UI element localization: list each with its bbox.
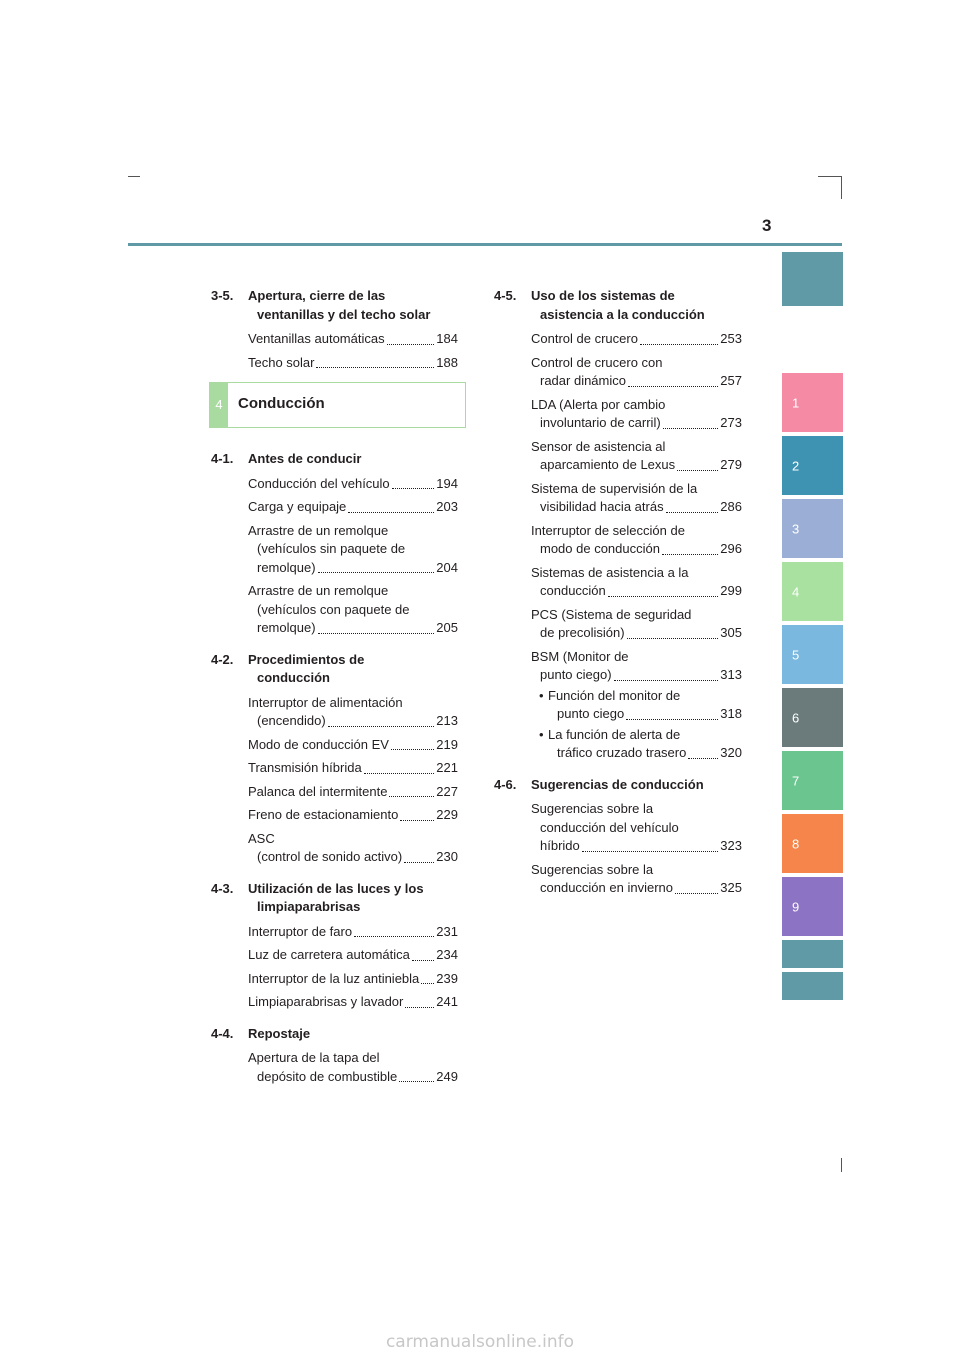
leader-dots (412, 960, 434, 961)
leader-dots (666, 512, 719, 513)
toc-entry[interactable]: Conducción del vehículo 194 (248, 475, 458, 494)
section-heading: 4-6. Sugerencias de conducción (494, 776, 704, 792)
toc-entry[interactable]: Palanca del intermitente 227 (248, 783, 458, 802)
leader-dots (354, 936, 434, 937)
page-ref: 227 (436, 783, 458, 799)
chapter-tab-4[interactable]: 4 (782, 562, 843, 621)
toc-entry[interactable]: Ventanillas automáticas 184 (248, 330, 458, 349)
section-heading: 4-1. Antes de conducir (211, 451, 362, 466)
page-ref: 230 (436, 849, 458, 864)
leader-dots (640, 344, 718, 345)
page-ref: 273 (720, 415, 742, 430)
page-ref: 241 (436, 994, 458, 1009)
chapter-tab-5[interactable]: 5 (782, 625, 843, 684)
page-ref: 213 (436, 713, 458, 728)
leader-dots (392, 488, 435, 489)
leader-dots (328, 726, 435, 727)
toc-entry[interactable]: Control de crucero 253 (531, 330, 742, 349)
page-ref: 318 (720, 706, 742, 721)
page-ref: 229 (436, 807, 458, 822)
chapter-tab-8[interactable]: 8 (782, 814, 843, 873)
page-number: 3 (762, 216, 772, 235)
toc-entry[interactable]: Arrastre de un remolque (vehículos sin paquete de remolque) 204 (248, 522, 458, 578)
toc-entry[interactable]: LDA (Alerta por cambio involuntario de carril) 273 (531, 396, 742, 433)
page-ref: 219 (436, 736, 458, 752)
leader-dots (399, 1081, 434, 1082)
leader-dots (688, 758, 718, 759)
toc-subentry[interactable]: • La función de alerta de tráfico cruzado trasero 320 (539, 726, 742, 763)
chapter-title: Conducción (238, 395, 325, 412)
leader-dots (626, 719, 718, 720)
toc-entry[interactable]: Interruptor de faro 231 (248, 923, 458, 942)
toc-entry[interactable]: PCS (Sistema de seguridad de precolisión) 305 (531, 606, 742, 643)
section-heading: 4-4. Repostaje (211, 1025, 311, 1041)
chapter-heading (209, 382, 466, 428)
leader-dots (662, 554, 718, 555)
page-ref: 231 (436, 923, 458, 939)
page-ref: 239 (436, 970, 458, 986)
page-ref: 205 (436, 620, 458, 635)
section-heading: 4-5. Uso de los sistemas de asistencia a la conducción (494, 288, 705, 322)
toc-entry[interactable]: Carga y equipaje 203 (248, 498, 458, 517)
page-ref: 203 (436, 499, 458, 514)
bullet-icon: • (539, 687, 544, 703)
leader-dots (364, 773, 435, 774)
chapter-tab-1[interactable]: 1 (782, 373, 843, 432)
leader-dots (400, 820, 434, 821)
toc-entry[interactable]: Sistemas de asistencia a la conducción 299 (531, 564, 742, 601)
chapter-tab-3[interactable]: 3 (782, 499, 843, 558)
leader-dots (316, 367, 434, 368)
page-ref: 325 (720, 880, 742, 895)
leader-dots (627, 638, 719, 639)
page-ref: 305 (720, 625, 742, 640)
crop-mark (128, 176, 140, 177)
toc-entry[interactable]: Interruptor de selección de modo de conducción 296 (531, 522, 742, 559)
toc-entry[interactable]: Arrastre de un remolque (vehículos con paquete de remolque) 205 (248, 582, 458, 638)
toc-entry[interactable]: Limpiaparabrisas y lavador 241 (248, 993, 458, 1012)
bullet-icon: • (539, 726, 544, 742)
toc-entry[interactable]: Luz de carretera automática 234 (248, 946, 458, 965)
toc-subentry[interactable]: • Función del monitor de punto ciego 318 (539, 687, 742, 724)
leader-dots (348, 512, 434, 513)
page-ref: 221 (436, 760, 458, 775)
page-ref: 234 (436, 947, 458, 962)
leader-dots (582, 851, 719, 852)
toc-entry[interactable]: Control de crucero con radar dinámico 257 (531, 354, 742, 391)
page-ref: 188 (436, 354, 458, 370)
leader-dots (404, 862, 434, 863)
chapter-tab-2[interactable]: 2 (782, 436, 843, 495)
page-ref: 279 (720, 457, 742, 472)
toc-entry[interactable]: Transmisión híbrida 221 (248, 759, 458, 778)
page-ref: 257 (720, 373, 742, 388)
chapter-tab-top[interactable] (782, 252, 843, 306)
header-rule (128, 243, 842, 246)
page-ref: 323 (720, 838, 742, 853)
page-ref: 194 (436, 475, 458, 491)
section-heading: 4-3. Utilización de las luces y los limpiaparabrisas (211, 880, 424, 914)
toc-entry[interactable]: Apertura de la tapa del depósito de combustible 249 (248, 1049, 458, 1086)
leader-dots (405, 1007, 434, 1008)
crop-mark (841, 1158, 842, 1172)
leader-dots (318, 633, 435, 634)
page-ref: 249 (436, 1068, 458, 1084)
page-ref: 253 (720, 331, 742, 346)
leader-dots (663, 428, 719, 429)
section-heading: 4-2. Procedimientos de conducción (211, 651, 365, 685)
toc-entry[interactable]: Sensor de asistencia al aparcamiento de Lexus 279 (531, 438, 742, 475)
leader-dots (614, 680, 719, 681)
page-ref: 204 (436, 559, 458, 575)
page-ref: 296 (720, 541, 742, 556)
chapter-tab-index-a[interactable] (782, 940, 843, 968)
leader-dots (387, 344, 435, 345)
leader-dots (677, 470, 718, 471)
leader-dots (608, 596, 719, 597)
crop-mark (818, 176, 842, 177)
page-ref: 184 (436, 331, 458, 346)
chapter-tab-6[interactable]: 6 (782, 688, 843, 747)
page-ref: 313 (720, 667, 742, 682)
watermark: carmanualsonline.info (385, 1332, 575, 1352)
toc-right-column (494, 287, 742, 903)
toc-entry[interactable]: ASC (control de sonido activo) 230 (248, 830, 458, 867)
chapter-tab-9[interactable]: 9 (782, 877, 843, 936)
toc-entry[interactable]: Sugerencias sobre la conducción en invierno 325 (531, 861, 742, 898)
toc-entry[interactable]: Techo solar 188 (248, 354, 458, 373)
leader-dots (391, 749, 434, 750)
toc-entry[interactable]: Modo de conducción EV 219 (248, 736, 458, 755)
leader-dots (628, 386, 718, 387)
toc-entry[interactable]: Interruptor de alimentación (encendido) 213 (248, 694, 458, 731)
page-ref: 286 (720, 499, 742, 514)
toc-entry[interactable]: Freno de estacionamiento 229 (248, 806, 458, 825)
leader-dots (318, 572, 435, 573)
leader-dots (421, 983, 434, 984)
chapter-number: 4 (210, 383, 228, 427)
toc-entry[interactable]: BSM (Monitor de punto ciego) 313 (531, 648, 742, 685)
chapter-tab-index-b[interactable] (782, 972, 843, 1000)
toc-entry[interactable]: Sugerencias sobre la conducción del vehículo híbrido 323 (531, 800, 742, 856)
toc-entry[interactable]: Sistema de supervisión de la visibilidad hacia atrás 286 (531, 480, 742, 517)
crop-mark (841, 176, 842, 199)
chapter-tab-7[interactable]: 7 (782, 751, 843, 810)
leader-dots (675, 893, 718, 894)
section-heading: 3-5. Apertura, cierre de las ventanillas y del techo solar (211, 288, 431, 322)
page-ref: 320 (720, 745, 742, 760)
page-ref: 299 (720, 583, 742, 598)
leader-dots (389, 796, 434, 797)
toc-entry[interactable]: Interruptor de la luz antiniebla 239 (248, 970, 458, 989)
toc-left-column (211, 287, 458, 1091)
